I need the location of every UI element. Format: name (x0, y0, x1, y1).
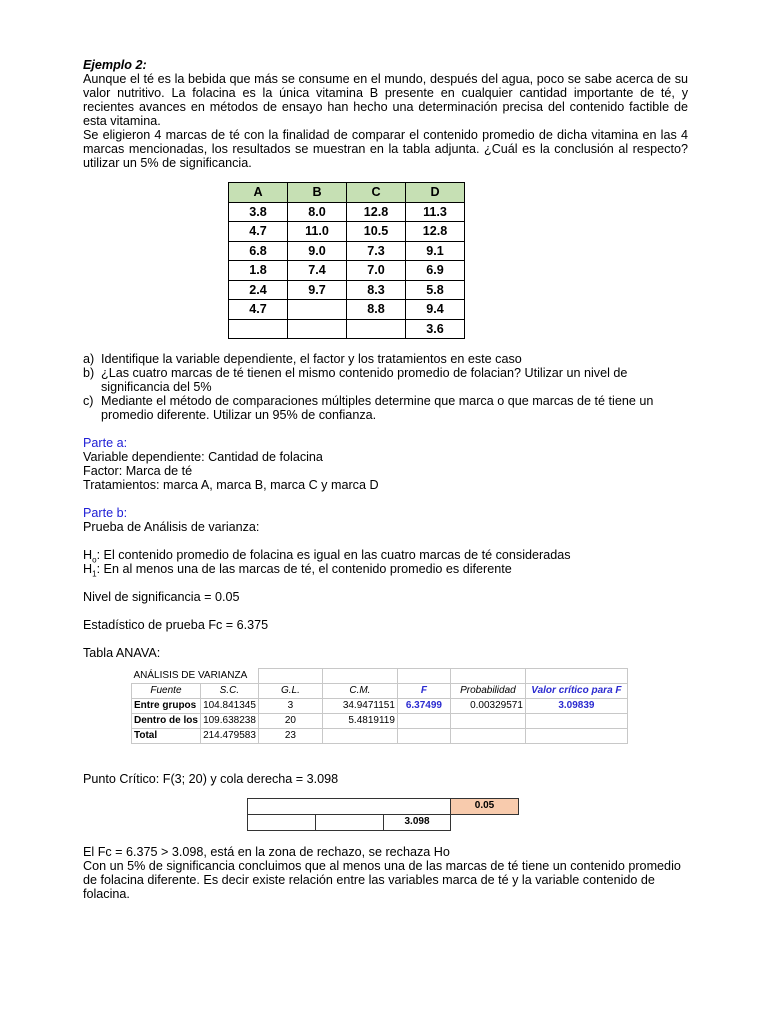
table-cell: 7.4 (288, 261, 347, 281)
table-cell: 9.4 (406, 300, 465, 320)
table-row (132, 713, 628, 728)
table-cell: 5.8 (406, 280, 465, 300)
intro-paragraph-2: Se eligieron 4 marcas de té con la finalidad de comparar el contenido promedio de dicha vitamina en las 4 marcas mencionadas, los resultados se muestran en la tabla adjunta. ¿Cuál es la conclusión al respecto? utilizar un 5% de significancia. (83, 128, 688, 170)
table-cell: 6.9 (406, 261, 465, 281)
table-cell: 3 (258, 698, 322, 713)
list-item (83, 394, 688, 422)
table-cell: 23 (258, 728, 322, 743)
list-marker: c) (83, 394, 94, 408)
anova-label: Tabla ANAVA: (83, 646, 161, 660)
col-header-d: D (406, 183, 465, 203)
table-cell (347, 319, 406, 339)
part-a-line-1: Variable dependiente: Cantidad de folacina (83, 450, 323, 464)
table-cell: 2.4 (229, 280, 288, 300)
table-cell (525, 728, 627, 743)
anova-header: Valor crítico para F (525, 683, 627, 698)
list-item (83, 366, 688, 394)
alpha-cell: 0.05 (451, 798, 519, 814)
data-table-header-row (229, 183, 465, 203)
part-b-title: Parte b: (83, 506, 128, 520)
table-cell (451, 814, 519, 830)
critical-value-cell: 3.098 (384, 814, 451, 830)
table-cell: 0.00329571 (450, 698, 525, 713)
example-heading: Ejemplo 2: (83, 58, 147, 72)
test-statistic: Estadístico de prueba Fc = 6.375 (83, 618, 269, 632)
critical-value-table (247, 798, 519, 831)
table-cell: 9.0 (288, 241, 347, 261)
table-cell: 7.0 (347, 261, 406, 281)
table-cell: 104.841345 (200, 698, 258, 713)
table-cell: 6.8 (229, 241, 288, 261)
table-row (229, 222, 465, 242)
table-cell (450, 713, 525, 728)
table-cell (288, 319, 347, 339)
table-cell: 20 (258, 713, 322, 728)
table-cell: 3.6 (406, 319, 465, 339)
table-row (229, 280, 465, 300)
table-row (229, 202, 465, 222)
table-cell: 34.9471151 (322, 698, 397, 713)
intro-paragraph-1: Aunque el té es la bebida que más se consume en el mundo, después del agua, poco se sabe acerca de su valor nutritivo. La folacina es la única vitamina B presente en cualquier cantidad importante de té, y recientes avances en métodos de ensayo han hecho una determinación precisa del contenido factible de esta vitamina. (83, 72, 688, 128)
anova-header: S.C. (200, 683, 258, 698)
anova-header: G.L. (258, 683, 322, 698)
anova-header: Probabilidad (450, 683, 525, 698)
col-header-a: A (229, 183, 288, 203)
table-row (229, 319, 465, 339)
list-marker: a) (83, 352, 95, 366)
table-cell: 7.3 (347, 241, 406, 261)
anova-header: C.M. (322, 683, 397, 698)
conclusion-line-1: El Fc = 6.375 > 3.098, está en la zona de rechazo, se rechaza Ho (83, 844, 450, 859)
table-cell: 10.5 (347, 222, 406, 242)
table-cell: 4.7 (229, 222, 288, 242)
col-header-c: C (347, 183, 406, 203)
table-cell (229, 319, 288, 339)
folacin-data-table (228, 182, 465, 339)
table-cell (248, 798, 451, 814)
anova-header: F (397, 683, 450, 698)
table-row (248, 798, 519, 814)
table-cell (397, 728, 450, 743)
table-row (229, 300, 465, 320)
table-cell: 11.0 (288, 222, 347, 242)
table-cell: Total (132, 728, 201, 743)
conclusion-line-2: Con un 5% de significancia concluimos que al menos una de las marcas de té tiene un contenido promedio de folacina diferente. Es decir existe relación entre las variables marca de té y la variable contenido de folacina. (83, 858, 681, 901)
table-row (132, 728, 628, 743)
table-cell (288, 300, 347, 320)
list-marker: b) (83, 366, 95, 380)
table-cell (248, 814, 316, 830)
document-page (83, 58, 688, 901)
table-cell: 12.8 (406, 222, 465, 242)
col-header-b: B (288, 183, 347, 203)
table-cell: 214.479583 (200, 728, 258, 743)
question-text: Mediante el método de comparaciones múltiples determine que marca o que marcas de té tiene un promedio diferente. Utilizar un 95% de confianza. (101, 394, 654, 422)
critical-point-text: Punto Crítico: F(3; 20) y cola derecha = 3.098 (83, 771, 339, 786)
table-cell: 4.7 (229, 300, 288, 320)
question-text: ¿Las cuatro marcas de té tienen el mismo contenido promedio de folacian? Utilizar un nivel de significancia del 5% (101, 366, 628, 394)
table-cell: 6.37499 (397, 698, 450, 713)
table-cell (316, 814, 384, 830)
significance-level: Nivel de significancia = 0.05 (83, 590, 240, 604)
table-cell (450, 728, 525, 743)
anova-header-row (132, 683, 628, 698)
table-cell (397, 713, 450, 728)
table-row (132, 698, 628, 713)
table-cell: 3.8 (229, 202, 288, 222)
hypothesis-h1: $H_1$: En al menos una de las marcas de té, el contenido promedio es diferente (83, 562, 512, 579)
table-cell: 8.0 (288, 202, 347, 222)
table-cell: 1.8 (229, 261, 288, 281)
question-text: Identifique la variable dependiente, el factor y los tratamientos en este caso (101, 352, 522, 366)
table-row (229, 261, 465, 281)
table-cell: 109.638238 (200, 713, 258, 728)
anova-header: Fuente (132, 683, 201, 698)
part-b-intro: Prueba de Análisis de varianza: (83, 520, 260, 534)
table-cell: 9.7 (288, 280, 347, 300)
list-item (83, 352, 688, 366)
table-cell (525, 713, 627, 728)
table-cell: 3.09839 (525, 698, 627, 713)
table-row (229, 241, 465, 261)
table-cell: 12.8 (347, 202, 406, 222)
hypothesis-h0: $H_o$: El contenido promedio de folacina es igual en las cuatro marcas de té consideradas (83, 548, 571, 565)
table-cell: Entre grupos (132, 698, 201, 713)
part-a-line-2: Factor: Marca de té (83, 464, 193, 478)
table-cell: 11.3 (406, 202, 465, 222)
table-cell: 5.4819119 (322, 713, 397, 728)
table-row (248, 814, 519, 830)
anova-table (131, 668, 628, 744)
anova-title: ANÁLISIS DE VARIANZA (133, 669, 248, 681)
table-cell: 8.8 (347, 300, 406, 320)
table-cell: 8.3 (347, 280, 406, 300)
question-list (83, 352, 688, 422)
table-cell (322, 728, 397, 743)
part-a-line-3: Tratamientos: marca A, marca B, marca C y marca D (83, 478, 379, 492)
anova-title-row (132, 669, 628, 684)
table-cell: 9.1 (406, 241, 465, 261)
part-a-title: Parte a: (83, 436, 128, 450)
table-cell: Dentro de los (132, 713, 201, 728)
